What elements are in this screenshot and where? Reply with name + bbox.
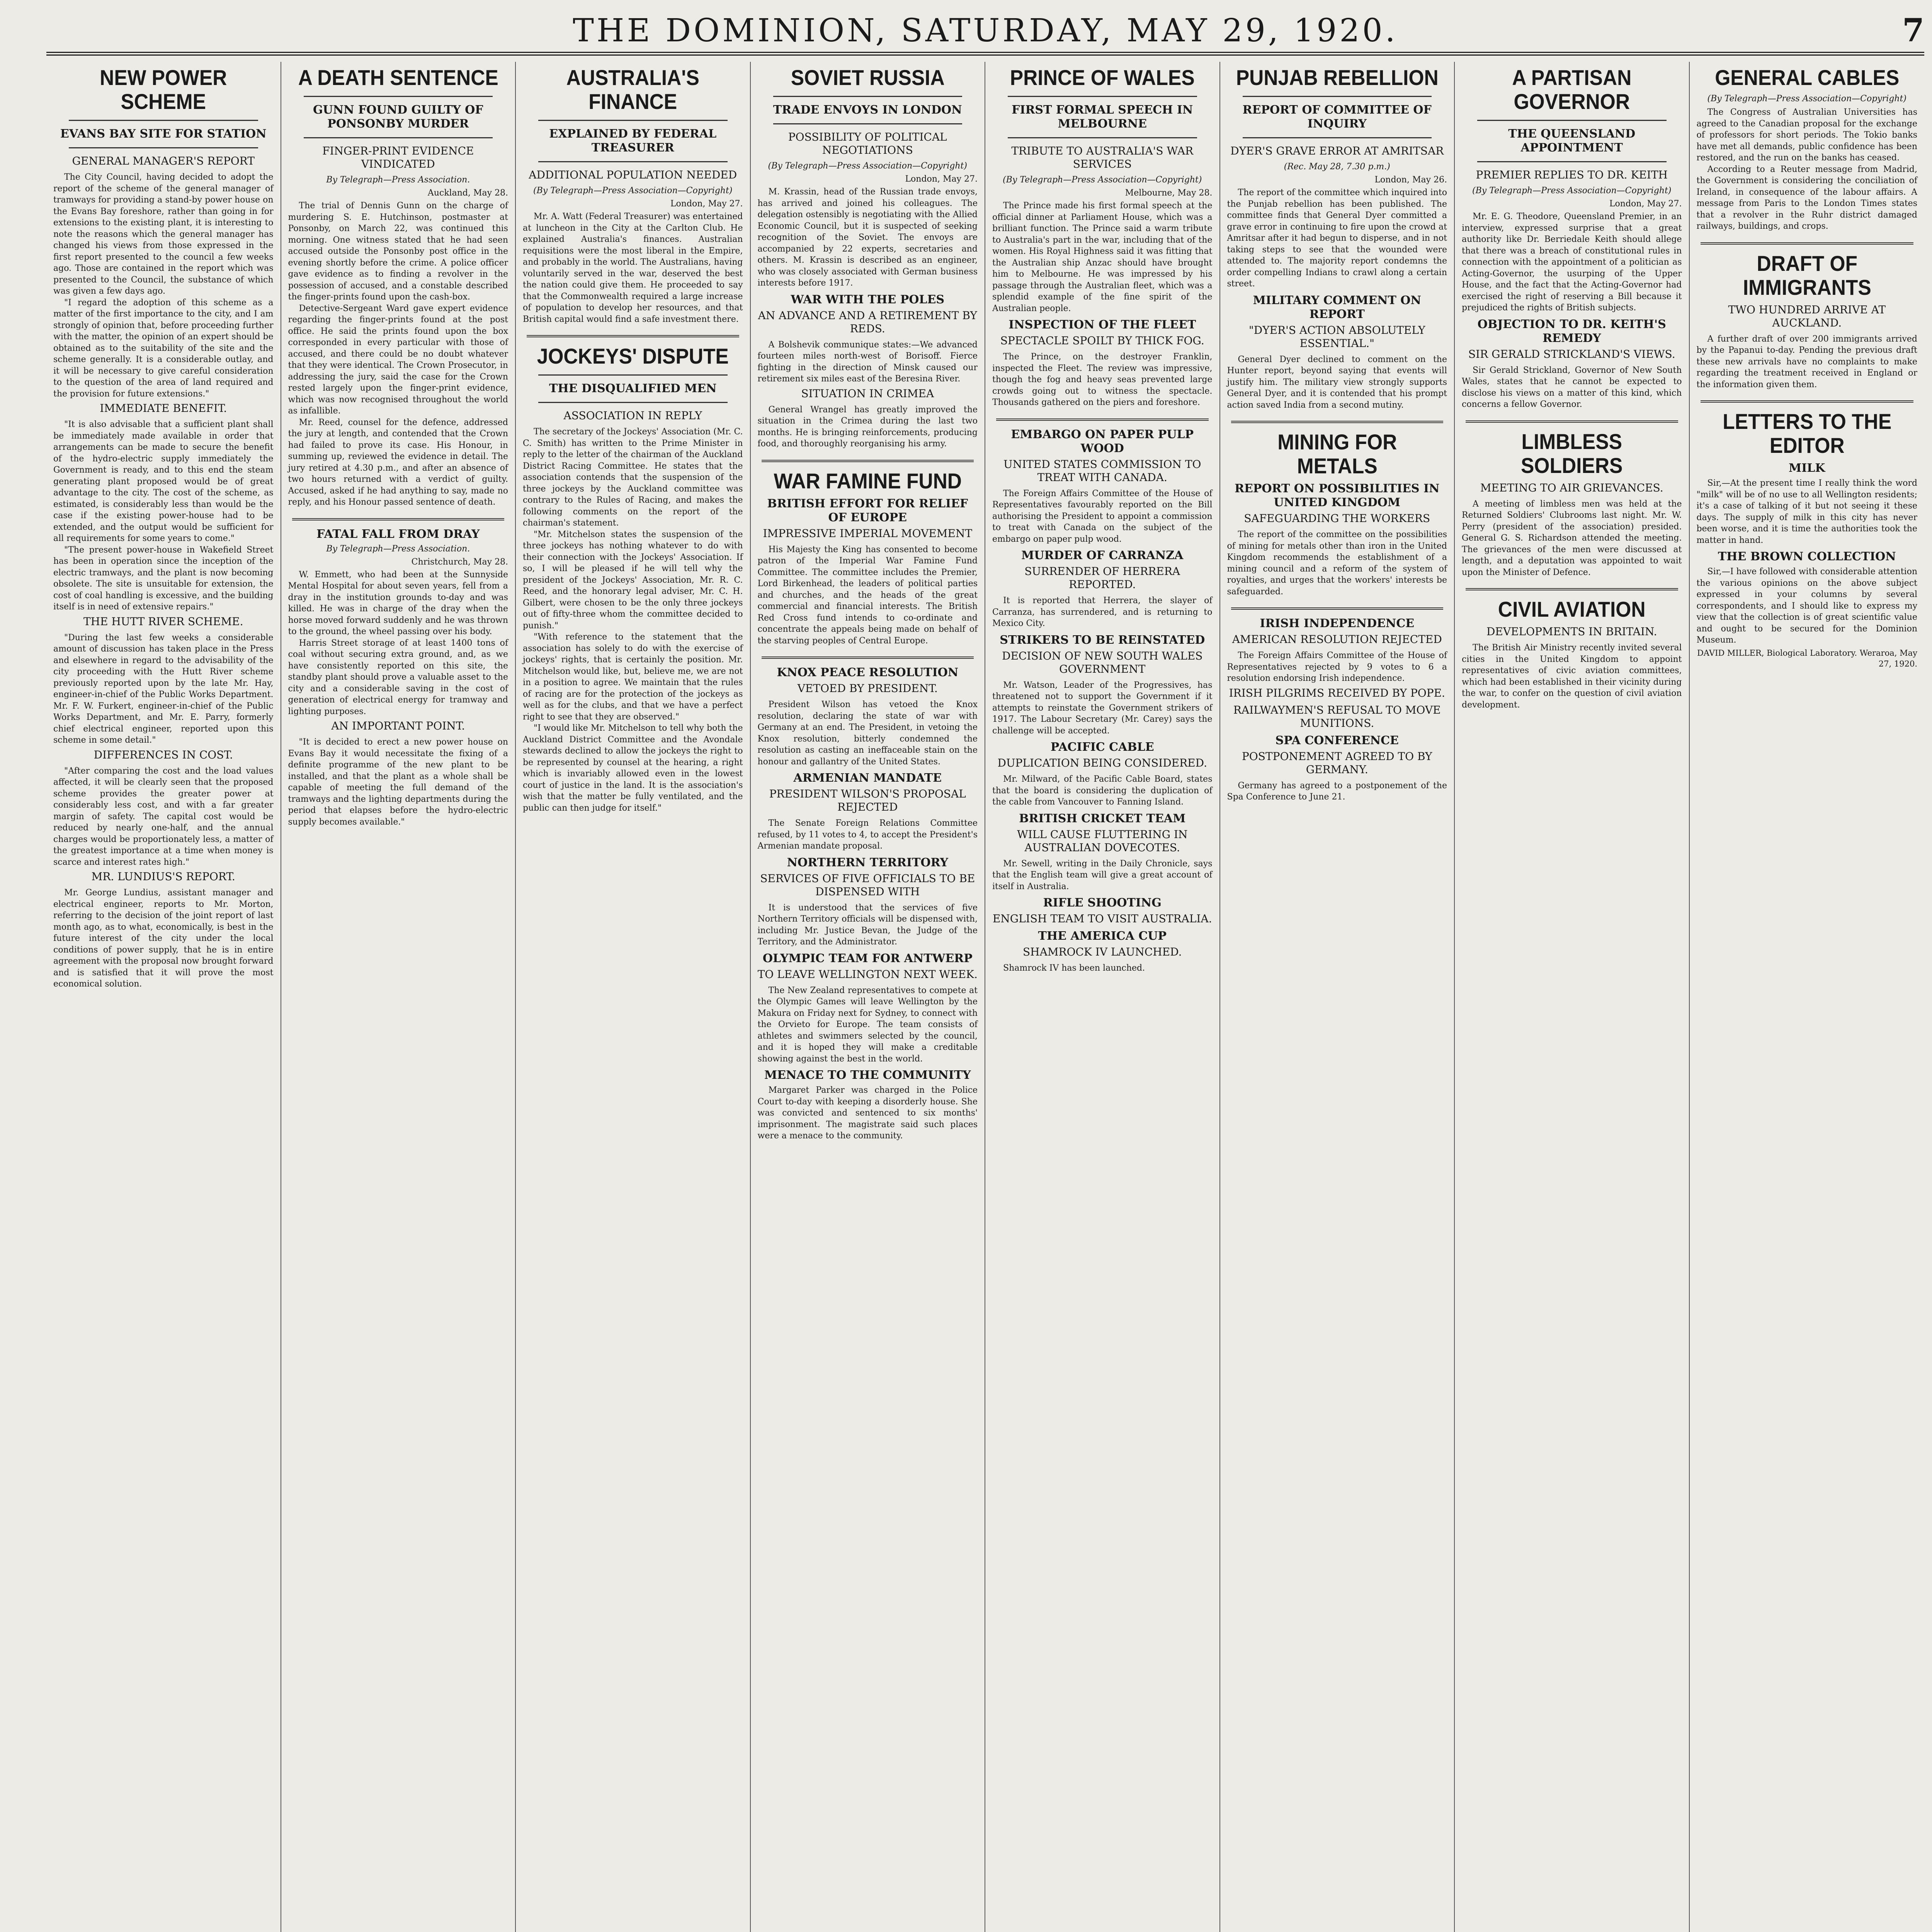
article-body: "With reference to the statement that the association has solely to do with the exercise of jockeys' rights, that is certainly the position. Mr. Mitchelson would like, but, believe me, we are not in a position to agree. We maintain that the rules of racing are for the protection of the jockeys as well as for the clubs, and that we have a perfect right to see that they are observed." <box>523 632 743 722</box>
letter-body: Sir,—At the present time I really think the word "milk" will be of no use to all Wellington residents; it's a case of talking of it but not seeing it these days. The supply of milk in this city has never been worse, and it is time the authorities took the matter in hand. <box>1696 478 1917 545</box>
article-irish <box>1227 617 1447 803</box>
article-soviet-russia <box>758 66 978 450</box>
article-body: Mr. Sewell, writing in the Daily Chronicle, says that the English team will give a great account of itself in Australia. <box>992 859 1213 891</box>
column-8 <box>1690 62 1925 1932</box>
byline: By Telegraph—Press Association. <box>326 175 470 185</box>
headline: PUNJAB REBELLION <box>1236 65 1439 90</box>
dateline: London, May 27. <box>670 199 743 209</box>
subheadline: DEVELOPMENTS IN BRITAIN. <box>1486 625 1657 638</box>
byline: (By Telegraph—Press Association—Copyright) <box>768 161 967 171</box>
article-body: The report of the committee which inquired into the Punjab rebellion has been published. The committee finds that General Dyer committed a grave error in continuing to fire upon the crowd at Amritsar after it had begun to disperse, and in not taking steps to see that the wounded were attended to. The majority report condemns the order compelling Indians to crawl along a certain street. <box>1227 188 1447 289</box>
article-body: Detective-Sergeant Ward gave expert evidence regarding the finger-prints found at the post office. He said the prints found upon the box corresponded in every particular with those of accused, and there could be no doubt whatever that they were identical. The Crown Prosecutor, in addressing the jury, said the case for the Crown rested largely upon the finger-print evidence, which was now recognised throughout the world as infallible. <box>288 303 508 416</box>
subheadline: DYER'S GRAVE ERROR AT AMRITSAR <box>1230 145 1444 157</box>
headline: A PARTISAN GOVERNOR <box>1512 65 1632 114</box>
article-body: The British Air Ministry recently invited several cities in the United Kingdom to appoint representatives of civic aviation committees, which had been established in their vicinity during the war, to confer on the question of civil aviation development. <box>1462 643 1682 710</box>
article-body: The City Council, having decided to adopt the report of the scheme of the general manager of tramways for providing a stand-by power house on the Evans Bay foreshore, rather than going in for extensions to the existing plant, it is interesting to note the reasons which the general manager has changed his views from those expressed in the first report presented to the council a few weeks ago. Those are contained in the report which was presented to the Council, the substance of which was given a few days ago. <box>53 172 274 296</box>
article-power-scheme <box>53 66 274 990</box>
subheadline: TRADE ENVOYS IN LONDON <box>773 103 962 117</box>
article-body: The Congress of Australian Universities has agreed to the Canadian proposal for the exchange of professors for short periods. The Tokio banks have met all demands, public confidence has been restored, and the run on the banks has ceased. <box>1696 107 1917 163</box>
subheadline: THE QUEENSLAND APPOINTMENT <box>1508 127 1636 155</box>
dateline: Auckland, May 28. <box>427 188 508 198</box>
subheadline: POSTPONEMENT AGREED TO BY GERMANY. <box>1242 750 1432 776</box>
subheadline: IMPRESSIVE IMPERIAL MOVEMENT <box>763 527 973 540</box>
subheadline: SHAMROCK IV LAUNCHED. <box>1023 946 1182 958</box>
column-6 <box>1220 62 1455 1932</box>
article-body: General Dyer declined to comment on the Hunter report, beyond saying that events will justify him. The military view strongly supports General Dyer, and it is contended that his prompt action saved India from a second mutiny. <box>1227 354 1447 410</box>
letter-body: Sir,—I have followed with considerable attention the various opinions on the above subject expressed in your columns by several correspondents, and I should like to express my view that the collection is of great scientific value and ought to be secured for the Dominion Museum. <box>1696 567 1917 645</box>
article-body: It is reported that Herrera, the slayer of Carranza, has surrendered, and is returning to Mexico City. <box>992 596 1213 628</box>
article-general-cables <box>1697 66 1918 232</box>
subheadline: SERVICES OF FIVE OFFICIALS TO BE DISPENSED WITH <box>760 872 975 898</box>
headline: GENERAL CABLES <box>1714 65 1899 90</box>
subheadline: SIR GERALD STRICKLAND'S VIEWS. <box>1468 347 1675 361</box>
article-war-famine-fund <box>758 469 978 647</box>
subheadline: UNITED STATES COMMISSION TO TREAT WITH CANADA. <box>1003 457 1201 484</box>
article-mining <box>1227 430 1447 597</box>
article-body: Mr. George Lundius, assistant manager and electrical engineer, reports to Mr. Morton, referring to the decision of the joint report of last month ago, as to what, economically, is best in the future interest of the city under the local conditions of power supply, that he is in entire agreement with the proposal now brought forward and is satisfied that it will prove the most economical solution. <box>53 888 274 989</box>
headline: STRIKERS TO BE REINSTATED <box>1000 633 1205 647</box>
subheadline: TO LEAVE WELLINGTON NEXT WEEK. <box>757 968 978 981</box>
article-partisan-governor <box>1462 66 1682 410</box>
headline: LETTERS TO THE EDITOR <box>1722 409 1891 457</box>
article-body: Margaret Parker was charged in the Police Court to-day with keeping a disorderly house. She was convicted and sentenced to six months' imprisonment. The magistrate said such places were a menace to the community. <box>757 1085 978 1141</box>
byline: (By Telegraph—Press Association—Copyright) <box>1472 186 1672 196</box>
headline: FATAL FALL FROM DRAY <box>316 527 480 541</box>
byline: (Rec. May 28, 7.30 p.m.) <box>1284 162 1390 172</box>
subheadline: ENGLISH TEAM TO VISIT AUSTRALIA. <box>992 912 1212 925</box>
article-fatal-fall <box>288 527 509 828</box>
subheadline: REPORT ON POSSIBILITIES IN UNITED KINGDOM <box>1235 482 1440 509</box>
subheadline: EVANS BAY SITE FOR STATION <box>60 127 267 141</box>
article-body: W. Emmett, who had been at the Sunnyside Mental Hospital for about seven years, fell from a dray in the institution grounds to-day and was killed. He was in charge of the dray when the horse moved forward suddenly and he was thrown to the ground, the wheel passing over his body. <box>288 570 508 636</box>
headline: CIVIL AVIATION <box>1498 597 1646 621</box>
dateline: London, May 26. <box>1374 175 1447 185</box>
article-body: The New Zealand representatives to compete at the Olympic Games will leave Wellington by the Makura on Friday next for Sydney, to connect with the Orvieto for Europe. The team consists of athletes and swimmers selected by the council, and it is hoped they will make a creditable showing against the best in the world. <box>757 985 978 1064</box>
article-body: The secretary of the Jockeys' Association (Mr. C. C. Smith) has written to the Prime Minister in reply to the letter of the chairman of the Auckland District Racing Committee. He states that the association contends that the suspension of the three jockeys by the Auckland committee was contrary to the Rules of Racing, and makes the following comments on the report of the chairman's statement. <box>523 427 743 528</box>
article-body: Mr. Reed, counsel for the defence, addressed the jury at length, and contended that the Crown had failed to prove its case. His Honour, in summing up, reviewed the evidence in detail. The jury retired at 4.30 p.m., and after an absence of two hours returned with a verdict of guilty. Accused, asked if he had anything to say, made no reply, and his Honour passed sentence of death. <box>288 417 508 507</box>
column-2 <box>281 62 516 1932</box>
subheadline: MEETING TO AIR GRIEVANCES. <box>1480 481 1663 494</box>
article-body: Harris Street storage of at least 1400 tons of coal without securing extra ground, and, as we have consistently reported on this site, the standby plant should prove a valuable asset to the city and a considerable saving in the cost of generation of electrical energy for tramway and lighting purposes. <box>288 638 508 716</box>
article-body: A Bolshevik communique states:—We advanced fourteen miles north-west of Borisoff. Fierce fighting in the direction of Minsk caused our retirement six miles east of the Beresina River. <box>757 340 978 384</box>
article-body: Mr. Milward, of the Pacific Cable Board, states that the board is considering the duplication of the cable from Vancouver to Fanning Island. <box>992 774 1213 807</box>
subheadline: ASSOCIATION IN REPLY <box>563 409 702 422</box>
article-body: It is understood that the services of five Northern Territory officials will be dispensed with, including Mr. Justice Bevan, the Judge of the Territory, and the Administrator. <box>757 903 978 947</box>
article-body: Germany has agreed to a postponement of the Spa Conference to June 21. <box>1227 781 1447 802</box>
article-body: "Mr. Mitchelson states the suspension of the three jockeys has nothing whatever to do with their connection with the Jockeys' Association. If so, I will be pleased if he will tell why the president of the Jockeys' Association, Mr. R. C. Reed, and the honorary legal adviser, Mr. C. H. Gilbert, were chosen to be the only three jockeys out of fifty-three whom the committee decided to punish." <box>523 529 743 631</box>
headline: PRINCE OF WALES <box>1010 65 1195 90</box>
article-body: M. Krassin, head of the Russian trade envoys, has arrived and joined his colleagues. The delegation ostensibly is negotiating with the Allied Economic Council, but it is suspected of seeking recognition of the Soviet. The envoys are accompanied by 22 experts, secretaries and others. M. Krassin is described as an engineer, who was closely associated with German business interests before 1917. <box>757 187 978 288</box>
dateline: London, May 27. <box>905 174 978 184</box>
article-embargo <box>992 428 1213 974</box>
headline: KNOX PEACE RESOLUTION <box>777 666 959 679</box>
subheadline: THE DISQUALIFIED MEN <box>549 382 717 395</box>
headline: PACIFIC CABLE <box>1050 740 1154 754</box>
subheadline: REPORT OF COMMITTEE OF INQUIRY <box>1242 103 1432 131</box>
page-number: 7 <box>1902 12 1924 49</box>
article-body: Mr. E. G. Theodore, Queensland Premier, in an interview, expressed surprise that a great authority like Dr. Berriedale Keith should allege that there was a breach of constitutional rules in connection with the appointment of a politician as Acting-Governor, the usurping of the Upper House, and the fact that the Acting-Governor had exercised the right of reserving a Bill because it prejudiced the rights of British subjects. <box>1462 212 1682 313</box>
column-7 <box>1455 62 1690 1932</box>
article-body: Mr. A. Watt (Federal Treasurer) was entertained at luncheon in the City at the Carlton Club. He explained Australia's finances. Australian requisitions were the most liberal in the Empire, and probably in the world. The Australians, having voluntarily served in the war, deserved the best the nation could give them. He proceeded to say that the Commonwealth required a large increase of population to develop her resources, and that British capital would find a safe investment there. <box>523 212 743 324</box>
headline: MURDER OF CARRANZA <box>1021 549 1184 562</box>
article-body: His Majesty the King has consented to become patron of the Imperial War Famine Fund Committee. The committee includes the Premier, Lord Birkenhead, the leaders of political parties and churches, and the heads of the great commercial and financial interests. The British Red Cross fund intends to co-ordinate and concentrate the appeals being made on behalf of the starving peoples of Central Europe. <box>757 544 978 646</box>
masthead-title: THE DOMINION, SATURDAY, MAY 29, 1920. <box>573 12 1398 49</box>
headline: THE AMERICA CUP <box>1038 929 1167 943</box>
masthead <box>46 9 1924 56</box>
headline: SOVIET RUSSIA <box>791 65 945 90</box>
article-body: The report of the committee on the possibilities of mining for metals other than iron in the United Kingdom recommends the establishment of a mining council and a reform of the system of royalties, and urges that the workers' interests be safeguarded. <box>1227 530 1447 597</box>
article-immigrants <box>1697 252 1918 391</box>
headline: OLYMPIC TEAM FOR ANTWERP <box>762 951 973 965</box>
article-body: "I would like Mr. Mitchelson to tell why both the Auckland District Committee and the Avondale stewards declined to allow the jockeys the right to be represented by counsel at the hearing, a right which is invariably allowed even in the lowest court of justice in the land. It is the association's wish that the matter be fully ventilated, and the public can then judge for itself." <box>523 723 743 813</box>
subheadline: RAILWAYMEN'S REFUSAL TO MOVE MUNITIONS. <box>1233 703 1441 730</box>
headline: BRITISH CRICKET TEAM <box>1019 811 1186 825</box>
article-body: "It is decided to erect a new power house on Evans Bay it would necessitate the fixing of a definite programme of the new plant to be installed, and that the plant as a whole shall be capable of meeting the full demand of the tramways and the lighting departments during the period that elapses before the hydro-electric supply becomes available." <box>288 737 508 827</box>
headline: MENACE TO THE COMMUNITY <box>764 1068 971 1082</box>
headline: ARMENIAN MANDATE <box>793 771 942 785</box>
headline: NEW POWER SCHEME <box>100 65 227 114</box>
article-civil-aviation <box>1462 597 1682 711</box>
section-heading: IMMEDIATE BENEFIT. <box>100 402 227 415</box>
headline: OBJECTION TO DR. KEITH'S REMEDY <box>1477 317 1666 345</box>
article-body: The Prince made his first formal speech at the official dinner at Parliament House, which was a brilliant function. The Prince said a warm tribute to Australia's part in the war, including that of the women. His Royal Highness said it was fitting that the Australian ship Anzac should have brought him to Melbourne. He was impressed by his passage through the Australian fleet, which was a splendid example of the fine spirit of the Australian people. <box>992 201 1213 313</box>
subheadline: POSSIBILITY OF POLITICAL NEGOTIATIONS <box>788 131 947 156</box>
article-knox-resolution <box>758 666 978 1142</box>
letters-to-editor <box>1697 410 1918 669</box>
subheadline: PRESIDENT WILSON'S PROPOSAL REJECTED <box>769 787 966 813</box>
article-body: General Wrangel has greatly improved the situation in the Crimea during the last two months. He is bringing reinforcements, producing food, and thoroughly reorganising his army. <box>757 405 978 449</box>
article-prince-of-wales <box>992 66 1213 408</box>
article-body: Sir Gerald Strickland, Governor of New South Wales, states that he cannot be expected to disclose his views on a matter of this kind, which concerns a fellow Governor. <box>1462 365 1682 409</box>
subheadline: TWO HUNDRED ARRIVE AT AUCKLAND. <box>1728 303 1886 329</box>
article-body: The Foreign Affairs Committee of the House of Representatives favourably reported on the Bill authorising the President to appoint a commission to treat with Canada on the subject of the embargo on paper pulp wood. <box>992 488 1213 544</box>
article-body: Shamrock IV has been launched. <box>1003 963 1145 973</box>
headline: DRAFT OF IMMIGRANTS <box>1743 251 1871 299</box>
byline: By Telegraph—Press Association. <box>326 544 470 554</box>
article-body: A further draft of over 200 immigrants arrived by the Papanui to-day. Pending the previous draft these new arrivals have no complaints to make regarding the treatment received in England or the information given them. <box>1696 334 1917 389</box>
subheadline: MILK <box>1789 461 1825 475</box>
subheadline: VETOED BY PRESIDENT. <box>797 682 938 695</box>
subheadline: GUNN FOUND GUILTY OF PONSONBY MURDER <box>313 103 483 131</box>
subheadline: DUPLICATION BEING CONSIDERED. <box>997 757 1207 769</box>
subheadline: PREMIER REPLIES TO DR. KEITH <box>1476 168 1668 181</box>
column-1 <box>46 62 281 1932</box>
headline: MILITARY COMMENT ON REPORT <box>1253 293 1421 321</box>
article-body: The Foreign Affairs Committee of the House of Representatives rejected by 9 votes to 6 a resolution endorsing Irish independence. <box>1227 651 1447 683</box>
section-heading: THE HUTT RIVER SCHEME. <box>83 615 243 628</box>
headline: SPA CONFERENCE <box>1275 733 1399 747</box>
subheadline: "DYER'S ACTION ABSOLUTELY ESSENTIAL." <box>1248 323 1425 350</box>
section-heading: DIFFERENCES IN COST. <box>94 748 233 761</box>
headline: IRISH INDEPENDENCE <box>1260 617 1415 630</box>
subheadline: FIRST FORMAL SPEECH IN MELBOURNE <box>1012 103 1193 131</box>
headline: JOCKEYS' DISPUTE <box>537 344 729 368</box>
subheadline: BRITISH EFFORT FOR RELIEF OF EUROPE <box>767 497 968 524</box>
headline: AUSTRALIA'S FINANCE <box>566 65 699 114</box>
article-body: Mr. Watson, Leader of the Progressives, has threatened not to support the Government if it attempts to reinstate the Government strikers of 1917. The Labour Secretary (Mr. Carey) says the challenge will be accepted. <box>992 680 1213 736</box>
article-body: "During the last few weeks a considerable amount of discussion has taken place in the Press and elsewhere in regard to the advisability of the city proceeding with the Hutt River scheme previously reported upon by the late Mr. Hay, engineer-in-chief of the Public Works Department. Mr. F. W. Furkert, engineer-in-chief of the Public Works Department, and Mr. E. Parry, formerly chief electrical engineer, reported upon this scheme in some detail." <box>53 633 274 745</box>
subheadline: ADDITIONAL POPULATION NEEDED <box>529 168 737 181</box>
column-3 <box>516 62 751 1932</box>
column-4 <box>751 62 986 1932</box>
dateline: London, May 27. <box>1609 199 1682 209</box>
subheadline: IRISH PILGRIMS RECEIVED BY POPE. <box>1229 686 1445 699</box>
section-heading: AN IMPORTANT POINT. <box>331 719 465 732</box>
subheadline: SPECTACLE SPOILT BY THICK FOG. <box>1000 334 1204 347</box>
column-5 <box>985 62 1220 1932</box>
headline: LIMBLESS SOLDIERS <box>1521 429 1623 478</box>
article-body: "The present power-house in Wakefield Street has been in operation since the inception of the electric tramways, and the plant is now becoming obsolete. The site is unsuitable for extension, the cost of coal handling is excessive, and the building itself is in need of extensive repairs." <box>53 545 274 612</box>
subheadline: FINGER-PRINT EVIDENCE VINDICATED <box>322 145 474 170</box>
article-body: President Wilson has vetoed the Knox resolution, declaring the state of war with Germany at an end. The President, in vetoing the Knox resolution, bitterly condemned the resolution as casting an ineffaceable stain on the honour and gallantry of the United States. <box>757 700 978 767</box>
subheadline: DECISION OF NEW SOUTH WALES GOVERNMENT <box>1002 649 1203 675</box>
headline: NORTHERN TERRITORY <box>787 855 948 869</box>
article-jockeys-dispute <box>523 344 743 814</box>
headline: WAR FAMINE FUND <box>773 468 962 493</box>
subheadline: SITUATION IN CRIMEA <box>801 387 934 400</box>
article-body: The Senate Foreign Relations Committee refused, by 11 votes to 4, to accept the President's Armenian mandate proposal. <box>757 818 978 851</box>
article-body: A meeting of limbless men was held at the Returned Soldiers' Clubrooms last night. Mr. W. Perry (president of the association) presided. General G. S. Richardson attended the meeting. The grievances of the men were discussed at length, and a deputation was appointed to wait upon the Minister of Defence. <box>1462 499 1682 577</box>
article-punjab <box>1227 66 1447 411</box>
article-body: According to a Reuter message from Madrid, the Government is considering the conciliation of Ireland, in consequence of the labour affairs. A message from Paris to the London Times states that a revolver in the Ruhr district damaged railways, buildings, and crops. <box>1696 164 1917 231</box>
subheadline: THE BROWN COLLECTION <box>1718 550 1896 563</box>
headline: INSPECTION OF THE FLEET <box>1009 318 1196 332</box>
byline: (By Telegraph—Press Association—Copyright) <box>1003 175 1202 185</box>
article-body: The trial of Dennis Gunn on the charge of murdering S. E. Hutchinson, postmaster at Ponsonby, on March 22, was continued this morning. One witness stated that he had seen accused outside the Ponsonby post office in the evening shortly before the crime. A police officer gave evidence as to finding a revolver in the possession of accused, and a constable described the finger-prints found upon the cash-box. <box>288 201 508 302</box>
article-body: "I regard the adoption of this scheme as a matter of the first importance to the city, and I am strongly of opinion that, before proceeding further with the matter, the opinion of an expert should be obtained as to the suitability of the site and the scheme generally. It is a considerable outlay, and it will be necessary to give careful consideration to the question of the area of land required and the provision for future extensions." <box>53 298 274 399</box>
article-death-sentence <box>288 66 509 508</box>
headline: RIFLE SHOOTING <box>1043 896 1162 910</box>
subheadline: AMERICAN RESOLUTION REJECTED <box>1232 633 1442 646</box>
section-heading: MR. LUNDIUS'S REPORT. <box>91 870 235 883</box>
subheadline: GENERAL MANAGER'S REPORT <box>72 155 255 167</box>
headline: A DEATH SENTENCE <box>298 65 498 90</box>
headline: WAR WITH THE POLES <box>791 293 945 306</box>
article-australia-finance <box>523 66 743 325</box>
byline: (By Telegraph—Press Association—Copyright) <box>533 186 733 196</box>
article-body: "After comparing the cost and the load values affected, it will be clearly seen that the proposed scheme provides the greater power at considerably less cost, and with a far greater margin of safety. The capital cost would be reduced by nearly one-half, and the annual charges would be proportionately less, a matter of the greatest importance at a time when money is scarce and interest rates high." <box>53 766 274 867</box>
subheadline: SAFEGUARDING THE WORKERS <box>1244 512 1430 525</box>
article-body: "It is also advisable that a sufficient plant shall be immediately made available in order that arrangements can be made to secure the benefit of the hydro-electric supply immediately the Government is ready, and to this end the steam generating plant proposed would be of great advantage to the city. The cost of the scheme, as estimated, is considerably less than would be the case if the existing power-house had to be extended, and the output would be sufficient for all requirements for some years to come." <box>53 420 274 543</box>
byline: (By Telegraph—Press Association—Copyright) <box>1707 94 1906 104</box>
subheadline: TRIBUTE TO AUSTRALIA'S WAR SERVICES <box>1011 145 1194 170</box>
article-limbless-soldiers <box>1462 430 1682 578</box>
dateline: Melbourne, May 28. <box>1125 188 1213 198</box>
subheadline: WILL CAUSE FLUTTERING IN AUSTRALIAN DOVECOTES. <box>1017 828 1188 854</box>
dateline: Christchurch, May 28. <box>411 557 508 567</box>
article-body: The Prince, on the destroyer Franklin, inspected the Fleet. The review was impressive, though the fog and heavy seas prevented large crowds going out to witness the spectacle. Thousands gathered on the piers and foreshore. <box>992 352 1213 407</box>
headline: EMBARGO ON PAPER PULP WOOD <box>1011 427 1194 455</box>
letter-signature: DAVID MILLER, Biological Laboratory. Weraroa, May 27, 1920. <box>1697 648 1917 668</box>
subheadline: EXPLAINED BY FEDERAL TREASURER <box>549 127 717 155</box>
columns <box>46 62 1924 1932</box>
subheadline: SURRENDER OF HERRERA REPORTED. <box>1024 565 1180 591</box>
subheadline: AN ADVANCE AND A RETIREMENT BY REDS. <box>758 309 977 335</box>
headline: MINING FOR METALS <box>1277 430 1397 478</box>
